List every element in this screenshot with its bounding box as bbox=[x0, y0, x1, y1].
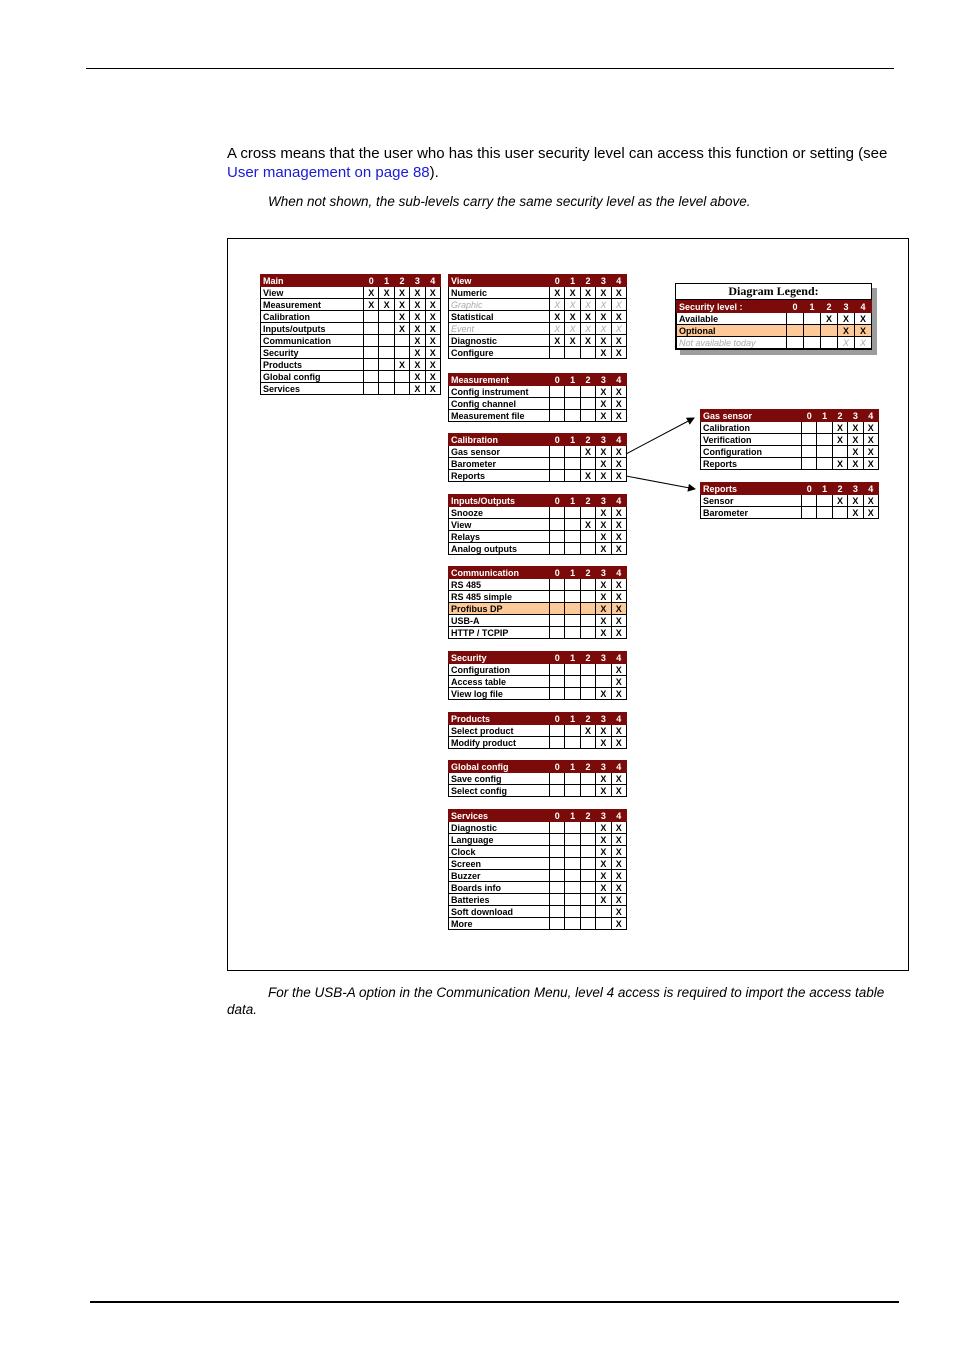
access-cell: X bbox=[596, 615, 611, 627]
row-label: Analog outputs bbox=[449, 543, 550, 555]
row-label: Configuration bbox=[701, 446, 802, 458]
row-label: Config instrument bbox=[449, 386, 550, 398]
access-cell: X bbox=[596, 299, 611, 311]
row-label: Reports bbox=[449, 470, 550, 482]
row-label: Modify product bbox=[449, 737, 550, 749]
access-cell: X bbox=[611, 287, 626, 299]
intro-text-end: ). bbox=[429, 164, 439, 181]
access-cell: X bbox=[611, 311, 626, 323]
level-header: 4 bbox=[611, 567, 626, 579]
access-cell: X bbox=[848, 458, 863, 470]
access-cell: X bbox=[596, 894, 611, 906]
table-title: Main bbox=[261, 275, 364, 287]
level-header: 3 bbox=[848, 410, 863, 422]
level-header: 1 bbox=[565, 275, 580, 287]
access-cell: X bbox=[550, 323, 565, 335]
access-cell: X bbox=[596, 882, 611, 894]
access-cell: X bbox=[596, 688, 611, 700]
row-label: Security bbox=[261, 347, 364, 359]
access-cell: X bbox=[838, 313, 855, 325]
access-cell: X bbox=[425, 371, 440, 383]
access-cell: X bbox=[425, 299, 440, 311]
access-cell: X bbox=[410, 383, 425, 395]
access-cell: X bbox=[596, 579, 611, 591]
level-header: 0 bbox=[550, 374, 565, 386]
level-header: 2 bbox=[832, 410, 847, 422]
access-cell: X bbox=[580, 446, 595, 458]
access-cell: X bbox=[596, 737, 611, 749]
row-label: Boards info bbox=[449, 882, 550, 894]
level-header: 0 bbox=[550, 761, 565, 773]
level-header: 2 bbox=[580, 810, 595, 822]
access-cell: X bbox=[838, 325, 855, 337]
table-title: Products bbox=[449, 713, 550, 725]
row-label: Sensor bbox=[701, 495, 802, 507]
access-cell: X bbox=[611, 531, 626, 543]
access-cell: X bbox=[565, 311, 580, 323]
access-cell: X bbox=[550, 335, 565, 347]
level-header: 3 bbox=[596, 495, 611, 507]
row-label: Measurement file bbox=[449, 410, 550, 422]
level-header: 0 bbox=[802, 410, 817, 422]
row-label: Services bbox=[261, 383, 364, 395]
access-cell: X bbox=[410, 323, 425, 335]
row-label: More bbox=[449, 918, 550, 930]
legend-label: Optional bbox=[677, 325, 787, 337]
access-cell: X bbox=[580, 323, 595, 335]
row-label: Global config bbox=[261, 371, 364, 383]
access-cell: X bbox=[611, 725, 626, 737]
level-header: 3 bbox=[596, 275, 611, 287]
intro-text: A cross means that the user who has this user security level can access this function or setting (see bbox=[227, 145, 888, 162]
row-label: Save config bbox=[449, 773, 550, 785]
access-cell: X bbox=[855, 337, 872, 349]
access-cell: X bbox=[832, 434, 847, 446]
level-header: 4 bbox=[611, 810, 626, 822]
access-cell: X bbox=[848, 422, 863, 434]
level-header: 1 bbox=[817, 410, 832, 422]
table-title: Gas sensor bbox=[701, 410, 802, 422]
access-cell: X bbox=[596, 846, 611, 858]
row-label: Diagnostic bbox=[449, 822, 550, 834]
access-cell: X bbox=[596, 725, 611, 737]
access-cell: X bbox=[596, 410, 611, 422]
access-cell: X bbox=[611, 737, 626, 749]
arrow-to-gas-sensor bbox=[626, 418, 694, 454]
row-label: Calibration bbox=[261, 311, 364, 323]
access-cell: X bbox=[848, 446, 863, 458]
access-cell: X bbox=[580, 287, 595, 299]
access-cell: X bbox=[410, 371, 425, 383]
access-cell: X bbox=[611, 664, 626, 676]
access-cell: X bbox=[425, 311, 440, 323]
table-title: Measurement bbox=[449, 374, 550, 386]
access-cell: X bbox=[848, 434, 863, 446]
access-cell: X bbox=[611, 676, 626, 688]
access-cell: X bbox=[596, 446, 611, 458]
access-cell: X bbox=[611, 834, 626, 846]
arrow-to-reports bbox=[626, 476, 695, 489]
access-cell: X bbox=[580, 299, 595, 311]
legend-label: Available bbox=[677, 313, 787, 325]
row-label: RS 485 bbox=[449, 579, 550, 591]
level-header: 3 bbox=[596, 652, 611, 664]
level-header: 0 bbox=[550, 652, 565, 664]
level-header: 1 bbox=[565, 713, 580, 725]
table-title: View bbox=[449, 275, 550, 287]
level-header: 3 bbox=[596, 761, 611, 773]
row-label: USB-A bbox=[449, 615, 550, 627]
row-label: Configuration bbox=[449, 664, 550, 676]
level-header: 0 bbox=[550, 495, 565, 507]
level-header: 0 bbox=[550, 567, 565, 579]
access-cell: X bbox=[596, 519, 611, 531]
access-cell: X bbox=[596, 386, 611, 398]
table-title: Security bbox=[449, 652, 550, 664]
access-cell: X bbox=[611, 410, 626, 422]
level-header: 1 bbox=[565, 567, 580, 579]
row-label: Barometer bbox=[701, 507, 802, 519]
access-cell: X bbox=[611, 519, 626, 531]
access-cell: X bbox=[425, 383, 440, 395]
access-cell: X bbox=[580, 470, 595, 482]
level-header: 1 bbox=[565, 495, 580, 507]
level-header: 4 bbox=[855, 301, 872, 313]
level-header: 1 bbox=[804, 301, 821, 313]
table-title: Services bbox=[449, 810, 550, 822]
level-header: 0 bbox=[550, 275, 565, 287]
row-label: Communication bbox=[261, 335, 364, 347]
access-cell: X bbox=[580, 725, 595, 737]
access-cell: X bbox=[596, 603, 611, 615]
access-cell: X bbox=[394, 287, 409, 299]
access-cell: X bbox=[580, 519, 595, 531]
access-cell: X bbox=[596, 785, 611, 797]
row-label: Calibration bbox=[701, 422, 802, 434]
access-cell: X bbox=[863, 458, 878, 470]
legend-title: Diagram Legend: bbox=[676, 284, 871, 300]
access-cell: X bbox=[611, 398, 626, 410]
access-cell: X bbox=[855, 325, 872, 337]
level-header: 4 bbox=[611, 495, 626, 507]
access-cell: X bbox=[611, 858, 626, 870]
row-label: Clock bbox=[449, 846, 550, 858]
row-label: Reports bbox=[701, 458, 802, 470]
level-header: 0 bbox=[364, 275, 379, 287]
user-management-link[interactable]: User management on page 88 bbox=[227, 164, 430, 181]
row-label: Access table bbox=[449, 676, 550, 688]
level-header: 4 bbox=[611, 374, 626, 386]
row-label: Configure bbox=[449, 347, 550, 359]
row-label: Batteries bbox=[449, 894, 550, 906]
access-cell: X bbox=[611, 906, 626, 918]
level-header: 1 bbox=[817, 483, 832, 495]
access-cell: X bbox=[596, 323, 611, 335]
note-top: When not shown, the sub-levels carry the same security level as the level above. bbox=[268, 194, 751, 209]
access-cell: X bbox=[611, 386, 626, 398]
level-header: 1 bbox=[565, 374, 580, 386]
level-header: 2 bbox=[580, 275, 595, 287]
level-header: 4 bbox=[863, 483, 878, 495]
access-cell: X bbox=[848, 507, 863, 519]
access-cell: X bbox=[611, 347, 626, 359]
level-header: 4 bbox=[863, 410, 878, 422]
note-bottom: For the USB-A option in the Communication Menu, level 4 access is required to import the access table data. bbox=[227, 985, 885, 1017]
access-cell: X bbox=[611, 918, 626, 930]
level-header: 3 bbox=[410, 275, 425, 287]
row-label: Statistical bbox=[449, 311, 550, 323]
access-cell: X bbox=[611, 773, 626, 785]
level-header: 2 bbox=[580, 652, 595, 664]
row-label: View bbox=[261, 287, 364, 299]
access-cell: X bbox=[596, 470, 611, 482]
access-cell: X bbox=[596, 773, 611, 785]
access-cell: X bbox=[832, 422, 847, 434]
bottom-rule bbox=[90, 1301, 899, 1303]
access-cell: X bbox=[410, 347, 425, 359]
access-cell: X bbox=[611, 591, 626, 603]
row-label: Diagnostic bbox=[449, 335, 550, 347]
legend-label: Not available today bbox=[677, 337, 787, 349]
access-cell: X bbox=[611, 446, 626, 458]
access-cell: X bbox=[565, 335, 580, 347]
access-cell: X bbox=[611, 688, 626, 700]
row-label: Inputs/outputs bbox=[261, 323, 364, 335]
level-header: 1 bbox=[565, 761, 580, 773]
access-cell: X bbox=[394, 311, 409, 323]
access-cell: X bbox=[611, 615, 626, 627]
row-label: RS 485 simple bbox=[449, 591, 550, 603]
access-cell: X bbox=[565, 299, 580, 311]
access-cell: X bbox=[596, 591, 611, 603]
legend-header-label: Security level : bbox=[677, 301, 787, 313]
row-label: Verification bbox=[701, 434, 802, 446]
row-label: Screen bbox=[449, 858, 550, 870]
access-cell: X bbox=[425, 347, 440, 359]
level-header: 2 bbox=[580, 374, 595, 386]
access-cell: X bbox=[410, 299, 425, 311]
level-header: 3 bbox=[838, 301, 855, 313]
access-cell: X bbox=[596, 287, 611, 299]
access-cell: X bbox=[611, 579, 626, 591]
row-label: Language bbox=[449, 834, 550, 846]
access-cell: X bbox=[611, 335, 626, 347]
access-cell: X bbox=[596, 398, 611, 410]
access-cell: X bbox=[611, 882, 626, 894]
level-header: 2 bbox=[580, 713, 595, 725]
access-cell: X bbox=[611, 785, 626, 797]
access-cell: X bbox=[832, 458, 847, 470]
access-cell: X bbox=[596, 507, 611, 519]
row-label: Products bbox=[261, 359, 364, 371]
access-cell: X bbox=[611, 846, 626, 858]
row-label: View log file bbox=[449, 688, 550, 700]
access-cell: X bbox=[364, 287, 379, 299]
access-cell: X bbox=[832, 495, 847, 507]
level-header: 0 bbox=[550, 434, 565, 446]
access-cell: X bbox=[596, 543, 611, 555]
access-cell: X bbox=[611, 299, 626, 311]
level-header: 1 bbox=[565, 652, 580, 664]
row-label: Relays bbox=[449, 531, 550, 543]
access-cell: X bbox=[580, 311, 595, 323]
access-cell: X bbox=[596, 335, 611, 347]
access-cell: X bbox=[611, 323, 626, 335]
access-cell: X bbox=[596, 834, 611, 846]
row-label: Profibus DP bbox=[449, 603, 550, 615]
access-cell: X bbox=[596, 311, 611, 323]
level-header: 1 bbox=[565, 810, 580, 822]
access-cell: X bbox=[863, 446, 878, 458]
level-header: 3 bbox=[848, 483, 863, 495]
access-cell: X bbox=[379, 299, 394, 311]
level-header: 2 bbox=[580, 761, 595, 773]
access-cell: X bbox=[410, 287, 425, 299]
row-label: Buzzer bbox=[449, 870, 550, 882]
table-title: Global config bbox=[449, 761, 550, 773]
access-cell: X bbox=[596, 858, 611, 870]
row-label: Graphic bbox=[449, 299, 550, 311]
access-cell: X bbox=[410, 359, 425, 371]
level-header: 2 bbox=[580, 567, 595, 579]
access-cell: X bbox=[580, 335, 595, 347]
level-header: 4 bbox=[611, 652, 626, 664]
row-label: HTTP / TCPIP bbox=[449, 627, 550, 639]
level-header: 2 bbox=[580, 495, 595, 507]
access-cell: X bbox=[855, 313, 872, 325]
level-header: 4 bbox=[611, 761, 626, 773]
access-cell: X bbox=[838, 337, 855, 349]
access-cell: X bbox=[410, 311, 425, 323]
row-label: Select config bbox=[449, 785, 550, 797]
access-cell: X bbox=[611, 870, 626, 882]
table-title: Inputs/Outputs bbox=[449, 495, 550, 507]
row-label: View bbox=[449, 519, 550, 531]
row-label: Gas sensor bbox=[449, 446, 550, 458]
row-label: Select product bbox=[449, 725, 550, 737]
access-cell: X bbox=[611, 603, 626, 615]
access-cell: X bbox=[394, 299, 409, 311]
access-cell: X bbox=[611, 543, 626, 555]
access-cell: X bbox=[611, 822, 626, 834]
row-label: Event bbox=[449, 323, 550, 335]
level-header: 3 bbox=[596, 713, 611, 725]
access-cell: X bbox=[596, 627, 611, 639]
access-cell: X bbox=[848, 495, 863, 507]
level-header: 0 bbox=[787, 301, 804, 313]
access-cell: X bbox=[425, 287, 440, 299]
access-cell: X bbox=[596, 531, 611, 543]
access-cell: X bbox=[596, 822, 611, 834]
access-cell: X bbox=[821, 313, 838, 325]
access-cell: X bbox=[863, 507, 878, 519]
access-cell: X bbox=[565, 323, 580, 335]
level-header: 4 bbox=[611, 434, 626, 446]
access-cell: X bbox=[425, 335, 440, 347]
access-cell: X bbox=[611, 627, 626, 639]
level-header: 3 bbox=[596, 434, 611, 446]
access-cell: X bbox=[596, 347, 611, 359]
level-header: 3 bbox=[596, 810, 611, 822]
access-cell: X bbox=[394, 359, 409, 371]
access-cell: X bbox=[425, 323, 440, 335]
access-cell: X bbox=[863, 495, 878, 507]
level-header: 0 bbox=[550, 810, 565, 822]
access-cell: X bbox=[863, 422, 878, 434]
access-cell: X bbox=[364, 299, 379, 311]
level-header: 2 bbox=[580, 434, 595, 446]
level-header: 2 bbox=[394, 275, 409, 287]
level-header: 1 bbox=[565, 434, 580, 446]
access-cell: X bbox=[565, 287, 580, 299]
level-header: 4 bbox=[611, 713, 626, 725]
row-label: Measurement bbox=[261, 299, 364, 311]
access-cell: X bbox=[863, 434, 878, 446]
level-header: 0 bbox=[802, 483, 817, 495]
level-header: 3 bbox=[596, 567, 611, 579]
row-label: Config channel bbox=[449, 398, 550, 410]
access-cell: X bbox=[611, 507, 626, 519]
row-label: Snooze bbox=[449, 507, 550, 519]
access-cell: X bbox=[379, 287, 394, 299]
row-label: Numeric bbox=[449, 287, 550, 299]
row-label: Soft download bbox=[449, 906, 550, 918]
access-cell: X bbox=[611, 470, 626, 482]
table-title: Calibration bbox=[449, 434, 550, 446]
table-title: Communication bbox=[449, 567, 550, 579]
access-cell: X bbox=[394, 323, 409, 335]
access-cell: X bbox=[550, 287, 565, 299]
access-cell: X bbox=[596, 870, 611, 882]
level-header: 4 bbox=[425, 275, 440, 287]
level-header: 1 bbox=[379, 275, 394, 287]
access-cell: X bbox=[611, 458, 626, 470]
access-cell: X bbox=[550, 299, 565, 311]
level-header: 0 bbox=[550, 713, 565, 725]
access-cell: X bbox=[410, 335, 425, 347]
table-title: Reports bbox=[701, 483, 802, 495]
level-header: 2 bbox=[832, 483, 847, 495]
level-header: 3 bbox=[596, 374, 611, 386]
row-label: Barometer bbox=[449, 458, 550, 470]
access-cell: X bbox=[596, 458, 611, 470]
access-cell: X bbox=[425, 359, 440, 371]
level-header: 2 bbox=[821, 301, 838, 313]
level-header: 4 bbox=[611, 275, 626, 287]
access-cell: X bbox=[611, 894, 626, 906]
access-cell: X bbox=[550, 311, 565, 323]
